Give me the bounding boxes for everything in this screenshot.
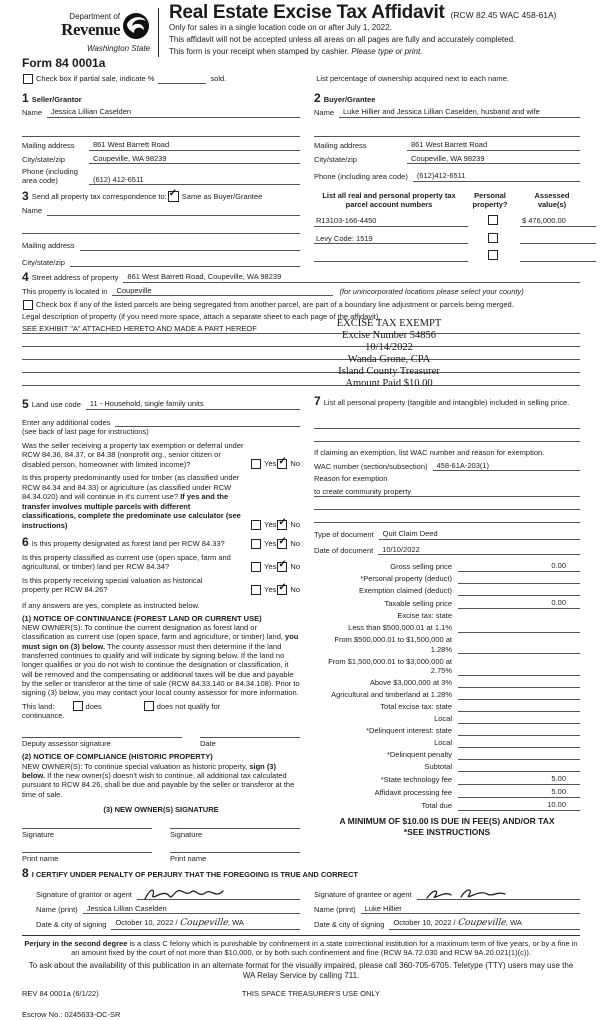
ownership-percent-note: List percentage of ownership acquired next to each name.	[316, 74, 509, 83]
seller-name2-field[interactable]	[22, 127, 300, 138]
doc-type-field[interactable]: Quit Claim Deed	[379, 529, 580, 540]
grantor-date-field[interactable]: October 10, 2022 / Coupeville, WA	[111, 918, 300, 930]
forest-yes-checkbox[interactable]	[251, 539, 261, 549]
corr-mailing-field[interactable]	[80, 240, 300, 251]
dept-of-label: Department of	[69, 12, 120, 21]
located-in-label: This property is located in	[22, 286, 108, 296]
affidavit-processing-fee-field[interactable]: 5.00	[458, 787, 580, 798]
seller-city-field[interactable]: Coupeville, WA 98239	[89, 154, 300, 165]
section6-number: 6	[22, 535, 29, 549]
certify-statement: I CERTIFY UNDER PENALTY OF PERJURY THAT THE FOREGOING IS TRUE AND CORRECT	[31, 870, 358, 880]
forest-land-question: 6 Is this property designated as forest land per RCW 84.33?	[22, 535, 225, 549]
grantee-name-field[interactable]: Luke Hillier	[361, 904, 580, 915]
current-use-no-checkbox[interactable]	[277, 562, 287, 572]
dor-logo	[22, 8, 150, 69]
personal-property-line[interactable]	[314, 416, 580, 429]
grantor-name-label: Name (print)	[36, 904, 78, 914]
wac-intro: If claiming an exemption, list WAC number and reason for exemption.	[314, 448, 545, 457]
delinquent-interest-state-field[interactable]	[458, 727, 580, 736]
notice1-title: (1) NOTICE OF CONTINUANCE (FOREST LAND OR CURRENT USE)	[22, 613, 262, 623]
buyer-name-field[interactable]: Luke Hillier and Jessica Lillian Caselden, husband and wife	[339, 107, 580, 118]
section3-intro: Send all property tax correspondence to:	[31, 191, 167, 201]
buyer-mailing-field[interactable]: 861 West Barrett Road	[407, 140, 580, 151]
grantor-name-field[interactable]: Jessica Lillian Caselden	[83, 904, 300, 915]
dor-swirl-icon	[122, 12, 150, 43]
gross-selling-price-field[interactable]: 0.00	[458, 561, 580, 572]
minimum-due-note: A MINIMUM OF $10.00 IS DUE IN FEE(S) AND/OR TAX *SEE INSTRUCTIONS	[339, 815, 555, 837]
grantee-signature-field[interactable]	[417, 885, 580, 900]
seller-mailing-field[interactable]: 861 West Barrett Road	[89, 140, 300, 151]
parcel-row	[314, 250, 596, 262]
washington-state-label: Washington State	[86, 43, 150, 53]
additional-codes-field[interactable]	[115, 417, 300, 428]
street-address-field[interactable]: 861 West Barrett Road, Coupeville, WA 98239	[123, 272, 580, 283]
segregated-checkbox[interactable]	[23, 300, 33, 310]
buyer-mailing-label: Mailing address	[314, 141, 367, 150]
rev-number: REV 84 0001a (6/1/22)	[22, 988, 99, 998]
historical-no-checkbox[interactable]	[277, 585, 287, 595]
forest-no-checkbox[interactable]	[277, 539, 287, 549]
located-in-field[interactable]: Coupeville	[112, 286, 333, 297]
new-owner-signature-line[interactable]: Signature	[22, 828, 152, 840]
tax-computation: Gross selling price 0.00 *Personal property (deduct) Exemption claimed (deduct) Taxable selling price 0.00 Excise tax: state Less than $500,000.01 at 1.1% From $500,000.01 to $1,500,000 at 1.28% From $1,500,000.01 to $3,000,000 at 2.75% Above $3,000,000 at 3% Agricultural and timberland at 1.28% Total excise tax: state Local *Delinquent interest: state Local *Delinquent penalty Subtotal *State technology fee 5.00 Affidavit processing fee 5.00 Total due 10.00	[314, 561, 580, 811]
parcel-number-field[interactable]: R13103-166-4450	[314, 216, 468, 227]
section-personal-property	[314, 396, 580, 863]
grantor-sig-label: Signature of grantor or agent	[36, 890, 132, 900]
land-use-field[interactable]: 11 - Household, single family units	[86, 399, 300, 410]
agricultural-field[interactable]	[458, 691, 580, 700]
personal-property-line[interactable]	[314, 429, 580, 442]
section2-title: Buyer/Grantee	[323, 94, 376, 104]
delinquent-interest-local-field[interactable]	[458, 739, 580, 748]
grantee-date-field[interactable]: October 10, 2022 / Coupeville, WA	[389, 918, 580, 930]
personal-property-col-header: Personal property?	[472, 191, 508, 209]
current-use-yes-checkbox[interactable]	[251, 562, 261, 572]
section7-intro: List all personal property (tangible and intangible) included in selling price.	[323, 398, 570, 407]
timber-no-checkbox[interactable]	[277, 520, 287, 530]
continuance-label: continuance.	[22, 711, 65, 721]
additional-codes-note: (see back of last page for instructions)	[22, 427, 149, 436]
tier3-field[interactable]	[458, 667, 580, 676]
exemption-deferral-question: Was the seller receiving a property tax exemption or deferral under RCW 84.36, 84.37, or 84.38 (nonprofit org., senior citizen or disabled person, homeowner with limited income)?	[22, 440, 244, 469]
section5-number: 5	[22, 397, 29, 411]
personal-property-checkbox[interactable]	[488, 233, 498, 243]
section7-number: 7	[314, 394, 321, 408]
seller-phone-field[interactable]: (612) 412-6511	[89, 175, 300, 186]
treasurer-stamp: EXCISE TAX EXEMPT Excise Number 54856 10/14/2022 Wanda Grone, CPA Island County Treasurer Amount Paid $10.00	[336, 317, 442, 389]
corr-name-label: Name	[22, 206, 43, 215]
section1-title: Seller/Grantor	[31, 94, 82, 104]
personal-property-checkbox[interactable]	[488, 215, 498, 225]
section3-number: 3	[22, 188, 29, 203]
grantee-name-label: Name (print)	[314, 904, 356, 914]
buyer-city-label: City/state/zip	[314, 154, 357, 164]
parcel-number-field[interactable]	[314, 251, 468, 262]
legal-description-label: Legal description of property (if you need more space, attach a separate sheet to each page of the affidavit).	[22, 312, 381, 321]
header-sub2: This affidavit will not be accepted unless all areas on all pages are fully and accurately completed.	[169, 34, 516, 44]
revenue-label: Revenue	[61, 19, 120, 39]
personal-property-checkbox[interactable]	[488, 250, 498, 260]
wac-number-label: WAC number (section/subsection)	[314, 461, 428, 471]
corr-name2-field[interactable]	[22, 224, 300, 235]
wac-number-field[interactable]: 458-61A-203(1)	[433, 461, 580, 472]
historical-yes-checkbox[interactable]	[251, 585, 261, 595]
partial-sale-label: Check box if partial sale, indicate %	[36, 74, 155, 83]
reason-line[interactable]	[314, 510, 580, 523]
local-field[interactable]	[458, 715, 580, 724]
partial-percent-field[interactable]	[158, 83, 206, 84]
buyer-phone-field[interactable]: (612)412-6511	[413, 171, 580, 182]
same-as-buyer-checkbox[interactable]	[168, 191, 179, 202]
notice2-body: NEW OWNER(S): To continue special valuation as historic property, sign (3) below. If the new owner(s) doesn't wish to continue, all additional tax calculated pursuant to RCW 84.26, shall be due and payable by the seller or transferor at the time of sale.	[22, 761, 295, 799]
taxable-selling-price-field[interactable]: 0.00	[458, 598, 580, 609]
reason-line[interactable]	[314, 497, 580, 510]
assessed-value-field[interactable]	[520, 234, 596, 245]
parcel-row	[314, 233, 596, 245]
parcel-col-header: List all real and personal property tax parcel account numbers	[322, 191, 456, 209]
seller-name-label: Name	[22, 108, 43, 117]
street-address-label: Street address of property	[31, 273, 119, 282]
corr-city-label: City/state/zip	[22, 257, 65, 267]
buyer-phone-label: Phone (including area code)	[314, 172, 408, 181]
same-as-buyer-label: Same as Buyer/Grantee	[181, 191, 263, 201]
section1-number: 1	[22, 90, 29, 105]
grantee-sig-label: Signature of grantee or agent	[314, 890, 412, 900]
new-owner-signature-line[interactable]: Signature	[170, 828, 300, 840]
perjury-note: Perjury in the second degree is a class C felony which is punishable by confinement in a state correctional institution for a maximum term of five years, or by a fine in an amount fixed by the court of not more than $10,000, or by both such confinement and fine (RCW 9A.72.030 and RCW 9A.20.021(1)(c)).	[22, 935, 580, 958]
historical-question: Is this property receiving special valuation as historical property per RCW 84.26?	[22, 575, 203, 594]
grantor-signature-field[interactable]	[137, 885, 300, 900]
legal-description-field[interactable]: SEE EXHIBIT "A" ATTACHED HERETO AND MADE A PART HEREOF	[22, 324, 580, 335]
grantee-city-handwritten: Coupeville	[457, 918, 507, 929]
current-use-question: Is this property classified as current use (open space, farm and agricultural, or timber) land per RCW 84.34?	[22, 552, 231, 571]
exemption-no-checkbox[interactable]	[277, 459, 287, 469]
form-header	[22, 2, 580, 70]
exemption-yes-checkbox[interactable]	[251, 459, 261, 469]
personal-property-deduct-field[interactable]	[458, 575, 580, 584]
header-sub3-italic: Please type or print.	[351, 46, 423, 56]
corr-mailing-label: Mailing address	[22, 241, 75, 250]
assessed-value-col-header: Assessed value(s)	[534, 191, 570, 209]
grantor-date-label: Date & city of signing	[36, 920, 107, 930]
land-does-not-checkbox[interactable]	[144, 701, 154, 711]
buyer-city-field[interactable]: Coupeville, WA 98239	[407, 154, 580, 165]
parcel-number-field[interactable]: Levy Code: 1519	[314, 234, 468, 245]
section-correspondence	[22, 188, 314, 267]
buyer-name2-field[interactable]	[314, 127, 580, 138]
accessibility-note: To ask about the availability of this publication in an alternate format for the visually impaired, please call 360-705-6705. Teletype (TTY) users may use the WA Relay Service by calling 711.	[28, 960, 574, 980]
header-sub3: This form is your receipt when stamped by cashier.	[169, 46, 352, 56]
timber-yes-checkbox[interactable]	[251, 520, 261, 530]
partial-sale-checkbox[interactable]	[23, 74, 33, 84]
section8-number: 8	[22, 866, 29, 881]
seller-city-label: City/state/zip	[22, 154, 65, 164]
exemption-claimed-field[interactable]	[458, 587, 580, 596]
corr-name-field[interactable]	[47, 205, 300, 216]
segregated-label: Check box if any of the listed parcels are being segregated from another parcel, are part of a boundary line adjustment or parcels being merged.	[36, 300, 514, 310]
seller-phone-label: Phone (including area code)	[22, 167, 78, 185]
doc-date-label: Date of document	[314, 545, 374, 555]
section2-number: 2	[314, 90, 321, 105]
notice2-title: (2) NOTICE OF COMPLIANCE (HISTORIC PROPERTY)	[22, 752, 213, 762]
any-yes-note: If any answers are yes, complete as instructed below.	[22, 600, 200, 610]
assessed-value-field[interactable]	[520, 251, 596, 262]
timber-agriculture-question: Is this property predominantly used for timber (as classified under RCW 84.34 and 84.33) or agriculture (as classified under RCW 84.34.020) and will continue in it's current use? If yes and the transfer involves multiple parcels with different classifications, complete the predominate use calculator (see instructions)	[22, 473, 241, 530]
grantor-city-handwritten: Coupeville	[179, 918, 229, 929]
title-rcw-ref: (RCW 82.45 WAC 458-61A)	[450, 10, 557, 20]
doc-date-field[interactable]: 10/10/2022	[378, 545, 580, 556]
grantee-date-label: Date & city of signing	[314, 920, 385, 930]
assessed-value-field[interactable]: $ 476,000.00	[520, 216, 596, 227]
delinquent-penalty-field[interactable]	[458, 751, 580, 760]
form-number: Form 84 0001a	[22, 56, 106, 70]
section-buyer	[314, 90, 580, 186]
section-seller	[22, 90, 314, 186]
deputy-date-line[interactable]: Date	[200, 737, 300, 749]
grantee-signature-icon	[421, 885, 511, 903]
parcel-row	[314, 215, 596, 227]
grantor-signature-icon	[141, 885, 233, 903]
tier4-field[interactable]	[458, 679, 580, 688]
land-use-label: Land use code	[31, 400, 81, 409]
corr-city-field[interactable]	[70, 257, 300, 268]
treasurer-use-label: THIS SPACE TREASURER'S USE ONLY	[241, 988, 381, 998]
doc-type-label: Type of document	[314, 530, 374, 539]
parcel-table	[314, 191, 596, 267]
section-property	[22, 270, 580, 389]
reason-exemption-label: Reason for exemption	[314, 474, 388, 483]
tier2-field[interactable]	[458, 645, 580, 654]
seller-name-field[interactable]: Jessica Lillian Caselden	[47, 107, 300, 118]
new-owner-print-name-line[interactable]: Print name	[22, 852, 152, 864]
state-technology-fee-field[interactable]: 5.00	[458, 774, 580, 785]
partial-sold-label: sold.	[210, 74, 227, 83]
notice1-body: NEW OWNER(S): To continue the current designation as forest land or classification as current use (open space, farm and agriculture, or timber) land, you must sign on (3) below. The county assessor must then determine if the land transferred continues to qualify and will indicate by signing below. If the land no longer qualifies or you do not wish to continue the designation or classification, it will be removed and the compensating or additional taxes will be due and payable by the seller or transferor at the time of sale (RCW 84.33.140 or 84.34.108). Prior to signing (3) below, you may contact your local county assessor for more information.	[22, 623, 300, 698]
escrow-number: 0245633-OC-SR	[64, 1010, 121, 1020]
reason-exemption-field[interactable]: to create community property	[314, 487, 580, 498]
land-does-checkbox[interactable]	[73, 701, 83, 711]
deputy-assessor-signature-line[interactable]: Deputy assessor signature	[22, 737, 182, 749]
subtotal-field[interactable]	[458, 763, 580, 772]
section-land-use: 5 Land use code 11 - Household, single family units Enter any additional codes (see back of last page for instructions) Was the seller receiving a property tax exemption or deferral under RCW 84.36, 84.37, or 84.38 (nonprofit org., senior citizen or disabled person, homeowner with limited income)? Yes ✓ No Is this property predominantly used for timber (as classified under RCW 84.34 and 84.33) or agriculture (as classified under RCW 84.34.020) and will continue in it's current use? If yes and the transfer involves multiple parcels with different classifications, complete the predominate use calculator (see instructions) Yes ✓ No 6 Is this property designated as forest land per RCW 84.33? Yes ✓ No Is this property classified as current use (open space, farm and agricultural, or timber) land per RCW 84.34? Yes ✓ No Is this property receiving special valuation as historical property per RCW 84.26? Yes ✓ No If any answers are yes, complete as instructed below. (1) NOTICE OF CONTINUANCE (FOREST LAND OR CURRENT USE) NEW OWNER(S): To continue the current designation as forest land or classification as current use (open space, farm and agriculture, or timber) land, you must sign on (3) below. The county assessor must then determine if the land transferred continues to qualify and will indicate by signing below. If the land no longer qualifies or you do not wish to continue the designation or classification, it will be removed and the compensating or additional taxes will be due and payable by the seller or transferor at the time of sale (RCW 84.33.140 or 84.34.108). Prior to signing (3) below, you may contact your local county assessor for more information. This land: does does not qualify for continuance. Deputy assessor signature Date (2) NOTICE OF COMPLIANCE (HISTORIC PROPERTY) NEW OWNER(S): To continue special valuation as historic property, sign (3) below. If the new owner(s) doesn't wish to continue, all additional tax calculated pursuant to RCW 84.26, shall be due and payable by the seller or transferor at the time of sale. (3) NEW OWNER(S) SIGNATURE Signature Signature Print name Print name	[22, 396, 314, 863]
page-title: Real Estate Excise Tax Affidavit	[169, 2, 445, 23]
this-land-label: This land:	[22, 701, 55, 711]
total-due-field[interactable]: 10.00	[458, 800, 580, 811]
tier1-field[interactable]	[458, 624, 580, 633]
section4-number: 4	[22, 270, 29, 284]
unincorporated-note: (for unincorporated locations please select your county)	[339, 286, 524, 296]
escrow-label: Escrow No.:	[22, 1010, 63, 1020]
section-certify	[22, 866, 580, 930]
notice3-title: (3) NEW OWNER(S) SIGNATURE	[103, 804, 219, 814]
buyer-name-label: Name	[314, 108, 335, 117]
seller-mailing-label: Mailing address	[22, 141, 75, 150]
header-sub1: Only for sales in a single location code on or after July 1, 2022.	[169, 22, 392, 32]
additional-codes-label: Enter any additional codes	[22, 417, 111, 427]
total-excise-state-field[interactable]	[458, 703, 580, 712]
new-owner-print-name-line[interactable]: Print name	[170, 852, 300, 864]
